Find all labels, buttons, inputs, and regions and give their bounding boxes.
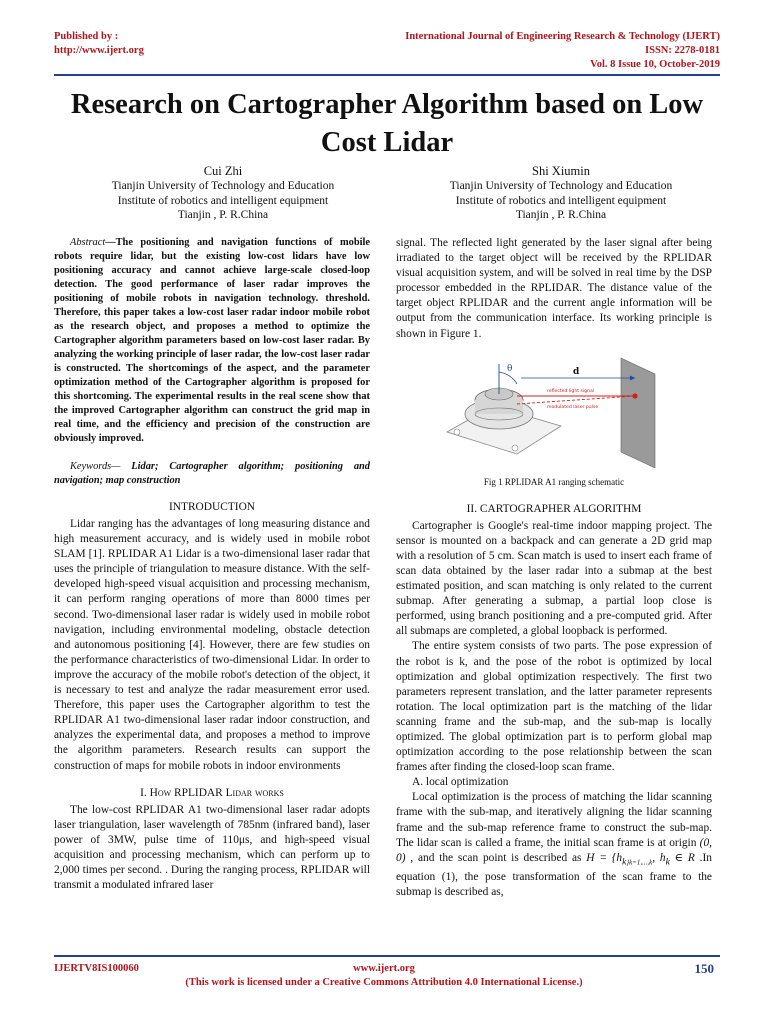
target-wall: [621, 358, 655, 468]
footer-center: [0, 962, 768, 990]
author-block: [396, 164, 726, 223]
author-affiliation: Tianjin , P. R.China: [177, 209, 269, 221]
footer-rule: [54, 955, 720, 957]
abstract-text: —The positioning and navigation functions of mobile robots require lidar, but the existing low-cost lidars have low positioning accuracy and cannot achieve large-scale closed-loop detection. The good performance of laser radar improves the positioning of mobile robots in navigation technology. threshold. Therefore, this paper takes a low-cost laser radar indoor mobile robot as the research object, and proposes a method to optimize the Cartographer algorithm parameters based on low-cost laser radar. By analyzing the working principle of laser radar, the low-cost laser radar is constructed. The shortcomings of the aspect, and the parameter optimization method of the Cartographer algorithm is proposed for this shortcoming. The experimental results in the real scene show that the improved Cartographer algorithm can construct the grid map in real time, and the efficiency and precision of the construction are obviously improved.: [54, 237, 370, 444]
right-column: [396, 236, 712, 900]
subsection-heading: A. local optimization: [412, 776, 509, 789]
eq-range: }k=1,...,k: [626, 858, 653, 866]
distance-label: d: [573, 366, 580, 377]
author-affiliation: Tianjin , P. R.China: [515, 209, 607, 221]
published-by: Published by :: [54, 31, 119, 42]
left-column: [54, 236, 370, 893]
eq-part: ∈ R: [674, 851, 695, 864]
equation-scan-set: [586, 851, 695, 867]
introduction-heading: INTRODUCTION: [168, 501, 256, 513]
volume-issue: Vol. 8 Issue 10, October-2019: [590, 59, 720, 70]
section-2-paragraph: The entire system consists of two parts. The pose expression of the robot is k, and the pose of the robot is optimized by local optimization and global optimization respectively. The first two parameters represent translation, and the latter parameter represents rotation. The local optimization part is the matching of the lidar scanning frame and the sub-map, and the sub-map is locally optimized. The global optimization part is to perform global map optimization according to the pose relationship between the scan frames after finding the closed-loop scan frame.: [396, 640, 712, 774]
theta-label: θ: [507, 363, 513, 374]
local-opt-text: , and the scan point is described as: [405, 851, 582, 864]
author-affiliation: Institute of robotics and intelligent equipment: [455, 194, 667, 207]
header-rule: [54, 74, 720, 76]
journal-name: International Journal of Engineering Research & Technology (IJERT): [405, 31, 720, 42]
footer-url[interactable]: www.ijert.org: [353, 963, 415, 974]
author-affiliation: Tianjin University of Technology and Education: [111, 180, 335, 192]
abstract: [54, 236, 370, 446]
abstract-label: Abstract: [70, 237, 106, 248]
section-2-heading: II. CARTOGRAPHER ALGORITHM: [466, 502, 642, 515]
local-opt-text: .In equation (1), the pose transformation of the scan frame to the submap is described as,: [396, 851, 712, 899]
equation-origin: (0, 0): [396, 836, 712, 864]
eq-part: , h: [652, 851, 666, 864]
section-1-heading: I. How RPLIDAR Lidar works: [140, 786, 284, 799]
keywords: [54, 460, 370, 488]
header-right: [405, 30, 720, 72]
author-affiliation: Institute of robotics and intelligent equipment: [117, 194, 329, 207]
journal-url[interactable]: http://www.ijert.org: [54, 45, 144, 56]
author-block: [58, 164, 388, 223]
introduction-text: Lidar ranging has the advantages of long measuring distance and high measurement accuracy, and is widely used in mobile robot SLAM [1]. RPLIDAR A1 Lidar is a two-dimensional laser radar that uses the principle of triangulation to measure distance. With the self-developed high-speed visual acquisition and processing mechanism, it can perform ranging operations of more than 8000 times per second. Two-dimensional laser radar is widely used in mobile robot navigation, including environmental modeling, obstacle detection and autonomous positioning [4]. However, there are few studies on the performance characteristics of two-dimensional Lidar. In order to improve the accuracy of the mobile robot's detection of the object, it is necessary to test and analyze the radar measurement error used. Therefore, this paper uses the Cartographer algorithm to test the RPLIDAR A1 two-dimensional laser radar indoor construction, and analyzes the experimental data, and proposes a method to improve the algorithm parameters. Research results can support the construction of maps for mobile robots in indoor environments: [54, 518, 370, 772]
eq-subscript: k: [665, 857, 670, 867]
issn: ISSN: 2278-0181: [645, 45, 720, 56]
target-spot: [632, 393, 637, 398]
section-2-paragraph: Cartographer is Google's real-time indoor mapping project. The sensor is mounted on a backpack and can generate a 2D grid map with a resolution of 5 cm. Scan match is used to insert each frame of scan data obtained by the laser radar into a submap at the best estimated position, and scan matching is only related to the current submap. After generating a submap, a partial loop close is performed, using branch positioning and a pre-computed grid. After all submaps are completed, a global loopback is performed.: [396, 519, 712, 638]
section-1-text: The low-cost RPLIDAR A1 two-dimensional laser radar adopts laser triangulation, laser wavelength of 785nm (infrared band), laser power of 3MW, pulse time of 110μs, and high-speed visual acquisition and processing mechanism, which can perform up to 2,000 times per second. . During the ranging process, RPLIDAR will transmit a modulated infrared laser: [54, 803, 370, 892]
keywords-label: Keywords—: [70, 461, 121, 472]
modulated-pulse-label: modulated laser pulse: [547, 404, 599, 410]
eq-part: H = {h: [586, 851, 623, 864]
license-note: (This work is licensed under a Creative Commons Attribution 4.0 International License.): [185, 977, 583, 988]
author-name: Cui Zhi: [203, 164, 243, 178]
author-name: Shi Xiumin: [532, 164, 590, 178]
eq-subscript: k: [622, 857, 627, 867]
paper-title: Research on Cartographer Algorithm based on Low Cost Lidar: [70, 89, 704, 158]
modulated-laser-beam: [517, 396, 635, 404]
page-number: 150: [694, 961, 714, 976]
section-2-paragraph: [396, 790, 712, 900]
mount-hole: [512, 445, 518, 451]
local-opt-text: Local optimization is the process of matching the lidar scanning frame with the sub-map, and iteratively aligning the lidar scanning frame and the sub-map reference frame to construct the sub-map. The lidar scan is called a frame, the initial scan frame is at origin: [396, 791, 712, 849]
header-left: [54, 30, 144, 58]
section-1-continued: signal. The reflected light generated by the laser signal after being irradiated to the target object will be received by the RPLIDAR visual acquisition system, and will be solved in real time by the DSP processor embedded in the RPLIDAR. The distance value of the target object RPLIDAR and the current angle information will be output from the communication interface. Its working principle is shown in Figure 1.: [396, 237, 712, 340]
mount-hole: [454, 429, 460, 435]
figure-caption: Fig 1 RPLIDAR A1 ranging schematic: [483, 476, 625, 487]
paper-id: IJERTV8IS100060: [54, 963, 139, 974]
reflected-light-label: reflected light signal: [547, 388, 595, 394]
author-affiliation: Tianjin University of Technology and Education: [449, 180, 673, 192]
rplidar-figure: [429, 352, 679, 468]
keywords-text: Lidar; Cartographer algorithm; positioning and navigation; map construction: [54, 461, 370, 486]
